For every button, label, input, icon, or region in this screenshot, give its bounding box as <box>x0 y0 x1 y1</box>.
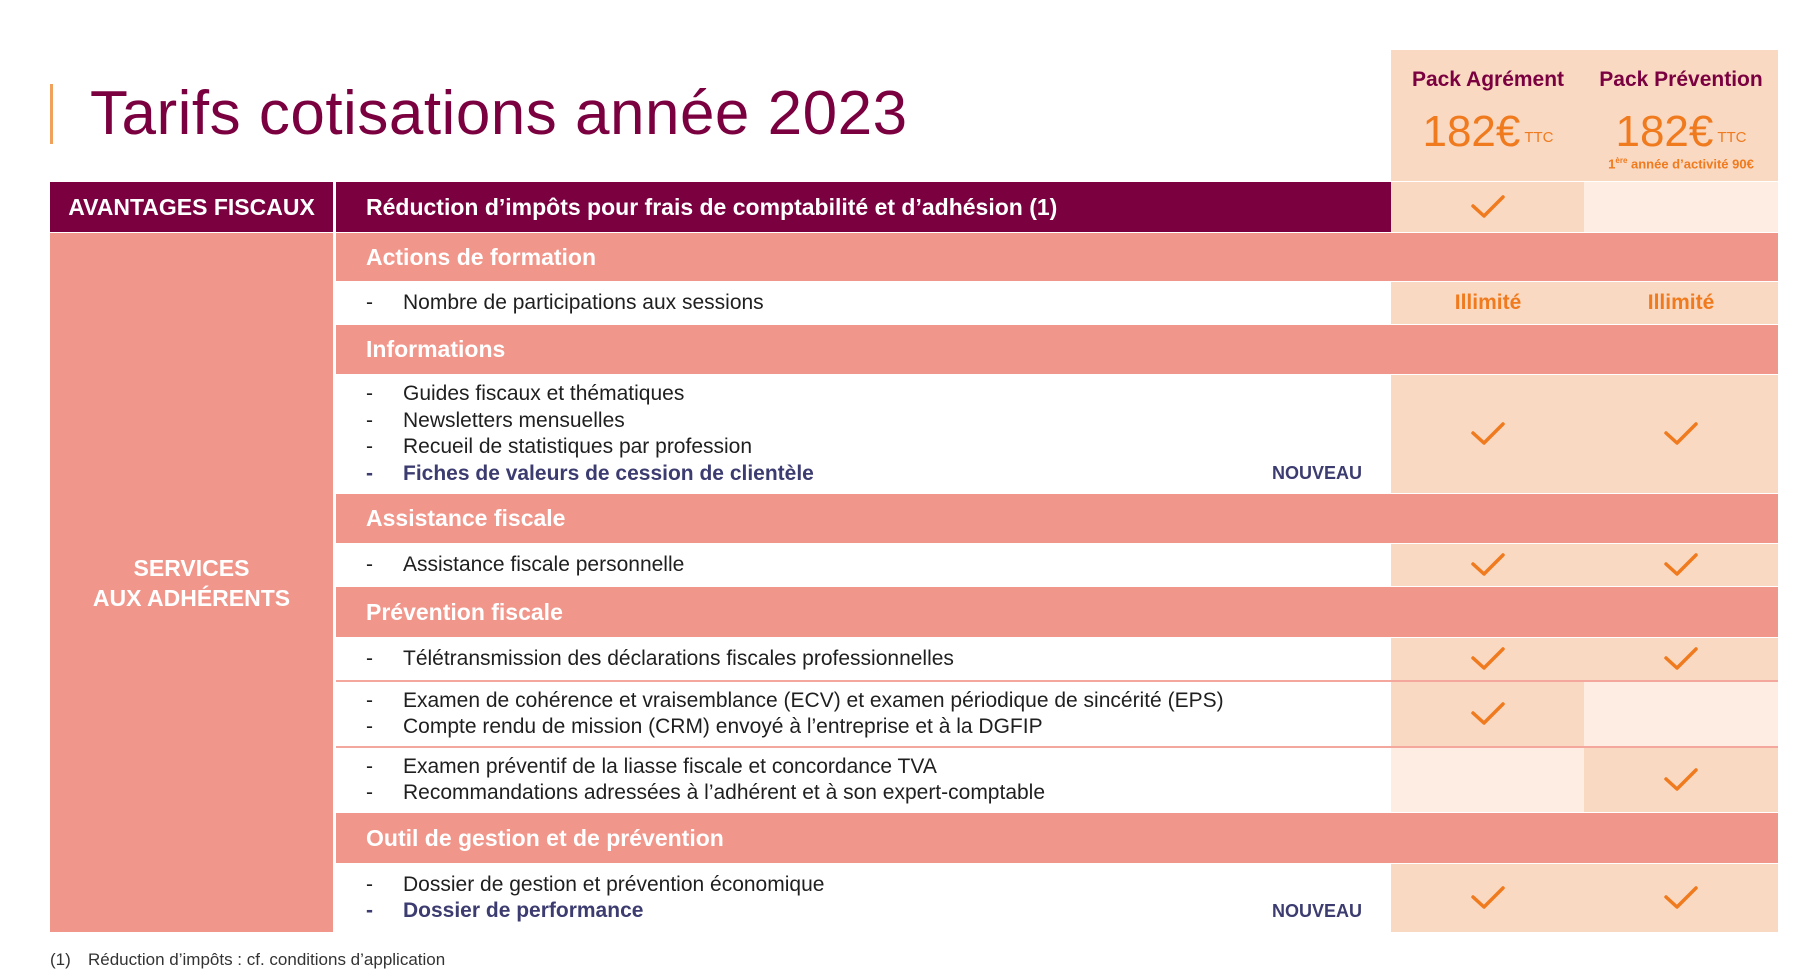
list-item <box>366 381 814 408</box>
item-lines <box>366 638 954 680</box>
page-title: Tarifs cotisations année 2023 <box>90 79 908 148</box>
item-text: Guides fiscaux et thématiques <box>403 382 685 405</box>
ecv-prevention-cell <box>1584 682 1778 746</box>
dash: - <box>366 688 373 712</box>
formation-agrement-cell <box>1391 282 1585 324</box>
dash: - <box>366 408 373 432</box>
item-lines <box>366 544 684 586</box>
dash: - <box>366 899 373 922</box>
section-outil-gestion <box>336 813 1778 863</box>
note-ordinal-sup: ère <box>1615 156 1628 165</box>
row-participations <box>336 282 1391 324</box>
item-text: Assistance fiscale personnelle <box>403 552 685 576</box>
note-text: année d’activité 90€ <box>1627 156 1754 172</box>
list-item-new <box>366 461 814 488</box>
reduction-prevention-cell <box>1584 182 1778 232</box>
dash: - <box>366 872 373 896</box>
dash: - <box>366 382 373 405</box>
row-reduction-label: Réduction d’impôts pour frais de comptabilité et d’adhésion (1) <box>366 193 1058 220</box>
note-ordinal: 1 <box>1608 156 1616 172</box>
list-item <box>366 290 764 317</box>
pack-agrement-price-value: 182€ <box>1422 107 1521 156</box>
nouveau-badge: NOUVEAU <box>1272 463 1363 483</box>
services-label-line2: AUX ADHÉRENTS <box>92 584 291 611</box>
item-text: Recueil de statistiques par profession <box>403 435 753 458</box>
list-item <box>366 434 814 461</box>
list-item <box>366 408 814 435</box>
list-item <box>366 780 1045 807</box>
list-item <box>366 552 684 579</box>
section-informations <box>336 325 1778 374</box>
footnote-text: Réduction d’impôts : cf. conditions d’application <box>88 950 446 969</box>
pack-agrement-price-unit: TTC <box>1524 129 1554 146</box>
row-ecv-eps <box>336 682 1391 746</box>
pack-agrement-title: Pack Agrément <box>1411 68 1565 91</box>
nouveau-badge: NOUVEAU <box>1272 901 1363 921</box>
check-icon <box>1663 767 1699 793</box>
row-informations-items <box>336 375 1391 493</box>
check-icon <box>1663 646 1699 672</box>
dash: - <box>366 552 373 576</box>
section-prevention-fiscale <box>336 587 1778 637</box>
item-text: Examen de cohérence et vraisemblance (ECV) et examen périodique de sincérité (EPS) <box>403 688 1224 712</box>
pack-prevention-price <box>1584 102 1778 162</box>
list-item <box>366 688 1224 715</box>
dash: - <box>366 290 373 314</box>
row-reduction-impots <box>336 182 1391 232</box>
item-text: Examen préventif de la liasse fiscale et concordance TVA <box>403 754 937 778</box>
outil-agrement-cell <box>1391 864 1585 932</box>
item-text: Fiches de valeurs de cession de clientèle <box>403 461 814 485</box>
footnote <box>50 950 445 970</box>
pack-prevention-title: Pack Prévention <box>1599 68 1763 91</box>
row-examen-preventif <box>336 748 1391 812</box>
item-lines <box>366 682 1224 746</box>
list-item <box>366 714 1224 741</box>
ecv-agrement-cell <box>1391 682 1585 746</box>
item-lines <box>366 864 824 932</box>
item-text: Compte rendu de mission (CRM) envoyé à l’entreprise et à la DGFIP <box>403 715 1043 738</box>
informations-prevention-cell <box>1584 375 1778 493</box>
pack-agrement-price <box>1391 102 1585 162</box>
pack-prevention-note <box>1584 156 1778 171</box>
title-accent-bar <box>50 84 53 144</box>
assistance-prevention-cell <box>1584 544 1778 586</box>
item-text: Télétransmission des déclarations fiscales professionnelles <box>403 646 954 670</box>
list-item-new <box>366 898 824 925</box>
row-outil-items <box>336 864 1391 932</box>
check-icon <box>1470 646 1506 672</box>
section-prevention-title: Prévention fiscale <box>366 598 563 625</box>
category-services-adherents <box>50 233 333 932</box>
check-icon <box>1663 552 1699 578</box>
list-item <box>366 646 954 673</box>
assistance-agrement-cell <box>1391 544 1585 586</box>
section-assistance-title: Assistance fiscale <box>366 505 566 531</box>
item-text: Nombre de participations aux sessions <box>403 290 764 314</box>
check-icon <box>1470 701 1506 727</box>
check-icon <box>1663 421 1699 447</box>
item-lines <box>366 375 814 493</box>
pack-prevention-header <box>1584 50 1778 181</box>
dash: - <box>366 754 373 778</box>
list-item <box>366 872 824 899</box>
check-icon <box>1470 421 1506 447</box>
teletransmission-prevention-cell <box>1584 638 1778 680</box>
footnote-number: (1) <box>50 950 71 969</box>
section-assistance-fiscale <box>336 494 1778 543</box>
section-outil-title: Outil de gestion et de prévention <box>366 824 724 851</box>
illimite-label: Illimité <box>1454 291 1522 314</box>
item-text: Recommandations adressées à l’adhérent et à son expert-comptable <box>403 781 1046 804</box>
dash: - <box>366 781 373 804</box>
section-actions-formation <box>336 233 1778 281</box>
section-informations-title: Informations <box>366 336 506 362</box>
row-assistance-items <box>336 544 1391 586</box>
category-avantages-fiscaux: AVANTAGES FISCAUX <box>50 182 333 232</box>
pack-prevention-price-value: 182€ <box>1615 107 1714 156</box>
examen-prevention-cell <box>1584 748 1778 812</box>
dash: - <box>366 715 373 738</box>
item-text: Dossier de performance <box>403 899 644 922</box>
examen-agrement-cell <box>1391 748 1585 812</box>
outil-prevention-cell <box>1584 864 1778 932</box>
teletransmission-agrement-cell <box>1391 638 1585 680</box>
check-icon <box>1470 885 1506 911</box>
check-icon <box>1470 552 1506 578</box>
formation-prevention-cell <box>1584 282 1778 324</box>
dash: - <box>366 646 373 670</box>
dash: - <box>366 435 373 458</box>
item-lines <box>366 282 764 324</box>
item-lines <box>366 748 1045 812</box>
item-text: Newsletters mensuelles <box>403 408 625 432</box>
check-icon <box>1663 885 1699 911</box>
item-text: Dossier de gestion et prévention économique <box>403 872 825 896</box>
dash: - <box>366 461 373 485</box>
services-label-line1: SERVICES <box>133 554 250 581</box>
row-teletransmission <box>336 638 1391 680</box>
pack-prevention-price-unit: TTC <box>1717 129 1747 146</box>
section-formation-title: Actions de formation <box>366 243 597 270</box>
pack-agrement-header <box>1391 50 1585 181</box>
reduction-agrement-cell <box>1391 182 1585 232</box>
illimite-label: Illimité <box>1647 291 1715 314</box>
informations-agrement-cell <box>1391 375 1585 493</box>
list-item <box>366 754 1045 781</box>
check-icon <box>1470 194 1506 220</box>
